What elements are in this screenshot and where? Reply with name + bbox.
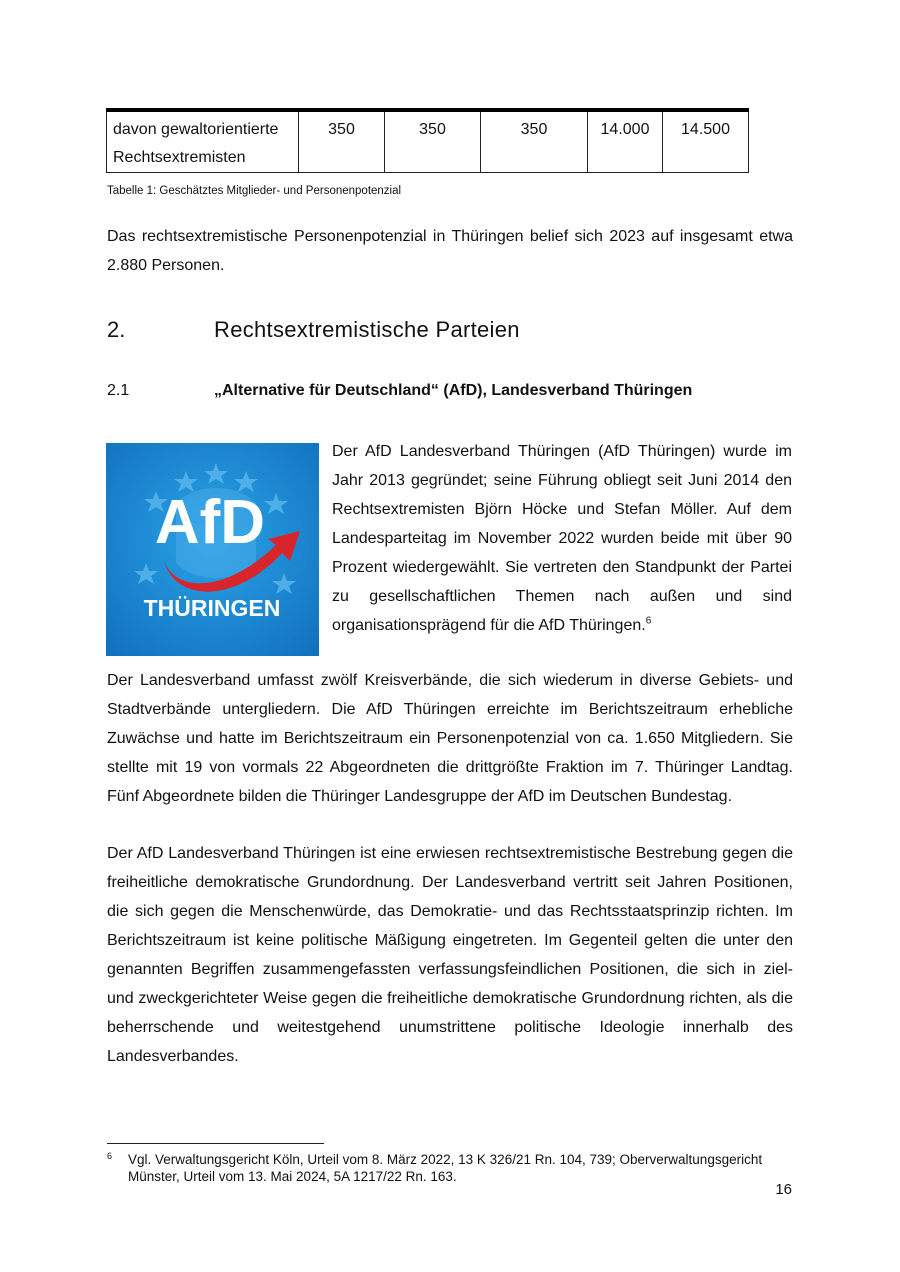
footnote-text: Vgl. Verwaltungsgericht Köln, Urteil vom 8. März 2022, 13 K 326/21 Rn. 104, 739; Oberverwaltungsgericht Münster, Urteil vom 13. Mai 2024, 5A 1217/22 Rn. 163.	[128, 1152, 763, 1184]
section-number: 2.	[107, 317, 126, 342]
table-row	[107, 110, 749, 173]
table-row-label	[107, 110, 299, 173]
intro-paragraph: Das rechtsextremistische Personenpotenzial in Thüringen belief sich 2023 auf insgesamt etwa 2.880 Personen.	[107, 228, 793, 274]
paragraph-bestrebung: Der AfD Landesverband Thüringen ist eine erwiesen rechtsextremistische Bestrebung gegen die freiheitliche demokratische Grundordnung. Der Landesverband vertritt seit Jahren Positionen, die sich gegen die Menschenwürde, das Demokratie- und das Rechtsstaatsprinzip richten. Im Berichtszeitraum ist keine politische Mäßigung eingetreten. Im Gegenteil gelten die unter den genannten Begriffen zusammengefassten verfassungsfeindlichen Positionen, die sich in ziel- und zweckgerichteter Weise gegen die freiheitliche demokratische Grundordnung richten, als die beherrschende und weitestgehend unumstrittene politische Ideologie innerhalb des Landesverbandes.	[107, 845, 793, 1065]
subsection-number: 2.1	[107, 382, 130, 399]
afd-thueringen-logo	[106, 443, 319, 656]
table-cell: 350	[481, 110, 588, 173]
table-label-line1: davon gewaltorientierte	[113, 121, 279, 138]
table-caption: Tabelle 1: Geschätztes Mitglieder- und Personenpotenzial	[107, 185, 402, 197]
table-cell: 350	[299, 110, 385, 173]
stats-table	[106, 108, 749, 173]
logo-region-text: THÜRINGEN	[143, 595, 281, 621]
paragraph-kreisverbaende: Der Landesverband umfasst zwölf Kreisverbände, die sich wiederum in diverse Gebiets- und Stadtverbände untergliedern. Die AfD Thüringen erreichte im Berichtszeitraum erhebliche Zuwächse und hatte im Berichtszeitraum ein Personenpotenzial von ca. 1.650 Mitgliedern. Sie stellte mit 19 von vormals 22 Abgeordneten die drittgrößte Fraktion im 7. Thüringer Landtag. Fünf Abgeordnete bilden die Thüringer Landesgruppe der AfD im Deutschen Bundestag.	[107, 672, 793, 805]
page-number: 16	[775, 1181, 792, 1198]
side-paragraph	[332, 437, 792, 640]
table-cell: 14.000	[588, 110, 663, 173]
footnote-ref[interactable]: 6	[645, 615, 652, 627]
logo-afd-text: AfD	[154, 488, 266, 557]
footnote-mark: 6	[107, 1151, 113, 1161]
side-paragraph-text: Der AfD Landesverband Thüringen (AfD Thüringen) wurde im Jahr 2013 gegründet; seine Führung obliegt seit Juni 2014 den Rechtsextremisten Björn Höcke und Stefan Möller. Auf dem Landesparteitag im November 2022 wurden beide mit über 90 Prozent wiedergewählt. Sie vertreten den Standpunkt der Partei zu gesellschaftlichen Themen nach außen und sind organisationsprägend für die AfD Thüringen.	[332, 443, 792, 634]
table-cell: 350	[385, 110, 481, 173]
footnote-divider	[107, 1143, 324, 1144]
table-label-line2: Rechtsextremisten	[113, 149, 246, 166]
subsection-title: „Alternative für Deutschland“ (AfD), Landesverband Thüringen	[214, 382, 693, 399]
section-title: Rechtsextremistische Parteien	[214, 317, 520, 342]
table-cell: 14.500	[663, 110, 749, 173]
